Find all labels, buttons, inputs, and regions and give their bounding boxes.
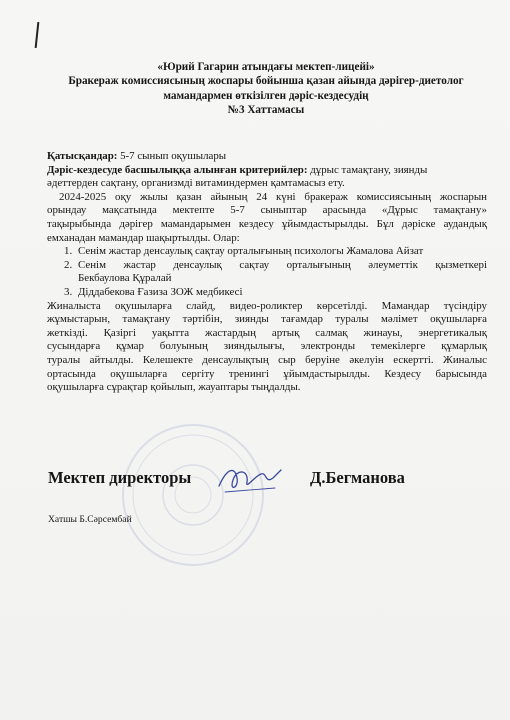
paragraph2-line: сусындарға құмар болуының зияндылығы, электронды темекілерге құмарлық bbox=[47, 340, 487, 353]
list-number: 2. bbox=[64, 258, 73, 271]
list-item-text: Сенім жастар денсаулық сақтау орталығының әлеуметтік қызметкері bbox=[78, 258, 487, 271]
list-item bbox=[47, 259, 487, 286]
school-name: «Юрий Гагарин атындағы мектеп-лицейі» bbox=[157, 61, 375, 73]
participants-label: Қатысқандар: bbox=[47, 150, 118, 162]
list-item bbox=[47, 286, 487, 300]
specialists-list bbox=[47, 245, 487, 299]
criteria-continued: әдеттерден сақтану, организмді витаминдермен қамтамасыз ету. bbox=[47, 177, 345, 190]
list-item bbox=[47, 245, 487, 259]
list-item-text: Діддабекова Ғазиза ЗОЖ медбикесі bbox=[78, 285, 243, 298]
list-number: 1. bbox=[64, 245, 73, 258]
paragraph1-line: орындау мақсатында мектепте 5-7 сыныптар арасында «Дұрыс тамақтану» bbox=[47, 204, 487, 217]
list-item-text: Бекбаулова Құралай bbox=[78, 272, 172, 285]
document-header bbox=[40, 60, 492, 118]
list-item-text: Сенім жастар денсаулық сақтау орталығының психологы Жамалова Айзат bbox=[78, 245, 424, 258]
header-subject-line: Бракераж комиссиясының жоспары бойынша қазан айында дәрігер-диетолог bbox=[68, 75, 464, 88]
paragraph1-line: емханадан мамандар шақыртылды. Олар: bbox=[47, 231, 240, 244]
paragraph1-line: тақырыбында дәрігер мамандарымен кездесу ұйымдастырылды. Бұл дәріске аудандық bbox=[47, 217, 487, 230]
paragraph2-line: жеткізді. Қазіргі уақытта жастардың артық салмақ жинауы, энергетикалық bbox=[47, 326, 487, 339]
document-body bbox=[47, 150, 487, 395]
paragraph2-line: оқушыларға сұрақтар қойылып, жауаптары тыңдалды. bbox=[47, 381, 301, 394]
paragraph2-line: жұмыстарын, тамақтану тәртібін, зиянды тағамдар туралы мәлімет оқушыларға bbox=[47, 313, 487, 326]
paragraph2-line: Жиналыста оқушыларға слайд, видео-роликтер көрсетілді. Мамандар түсіндіру bbox=[47, 299, 487, 312]
director-name: Д.Бегманова bbox=[310, 468, 405, 487]
paragraph1-line: 2024-2025 оқу жылы қазан айының 24 күні бракераж комиссиясының жоспарын bbox=[59, 190, 487, 203]
protocol-number: №3 Хаттамасы bbox=[227, 104, 305, 117]
header-subject-line: мамандармен өткізілген дәріс-кездесудің bbox=[163, 89, 369, 102]
list-number: 3. bbox=[64, 285, 73, 298]
paragraph2-line: туралы айтылды. Келешекте денсаулықтың сыр беруіне әкелуін ескертті. Жиналыс bbox=[47, 353, 487, 366]
handwritten-signature bbox=[215, 458, 285, 498]
participants-value: 5-7 сынып оқушылары bbox=[117, 150, 227, 162]
participants-line bbox=[47, 150, 487, 164]
paragraph2-line: ортасында оқушыларға сергіту тренингі ұйымдастырылды. Кездесу барысында bbox=[47, 367, 487, 380]
criteria-value: дұрыс тамақтану, зиянды bbox=[307, 163, 428, 176]
criteria-line bbox=[47, 164, 487, 178]
secretary-line: Хатшы Б.Сәрсембай bbox=[48, 514, 132, 525]
criteria-label: Дәріс-кездесуде басшылыққа алынған критерийлер: bbox=[47, 163, 308, 176]
director-title: Мектеп директоры bbox=[48, 468, 192, 487]
scan-mark bbox=[35, 22, 40, 48]
